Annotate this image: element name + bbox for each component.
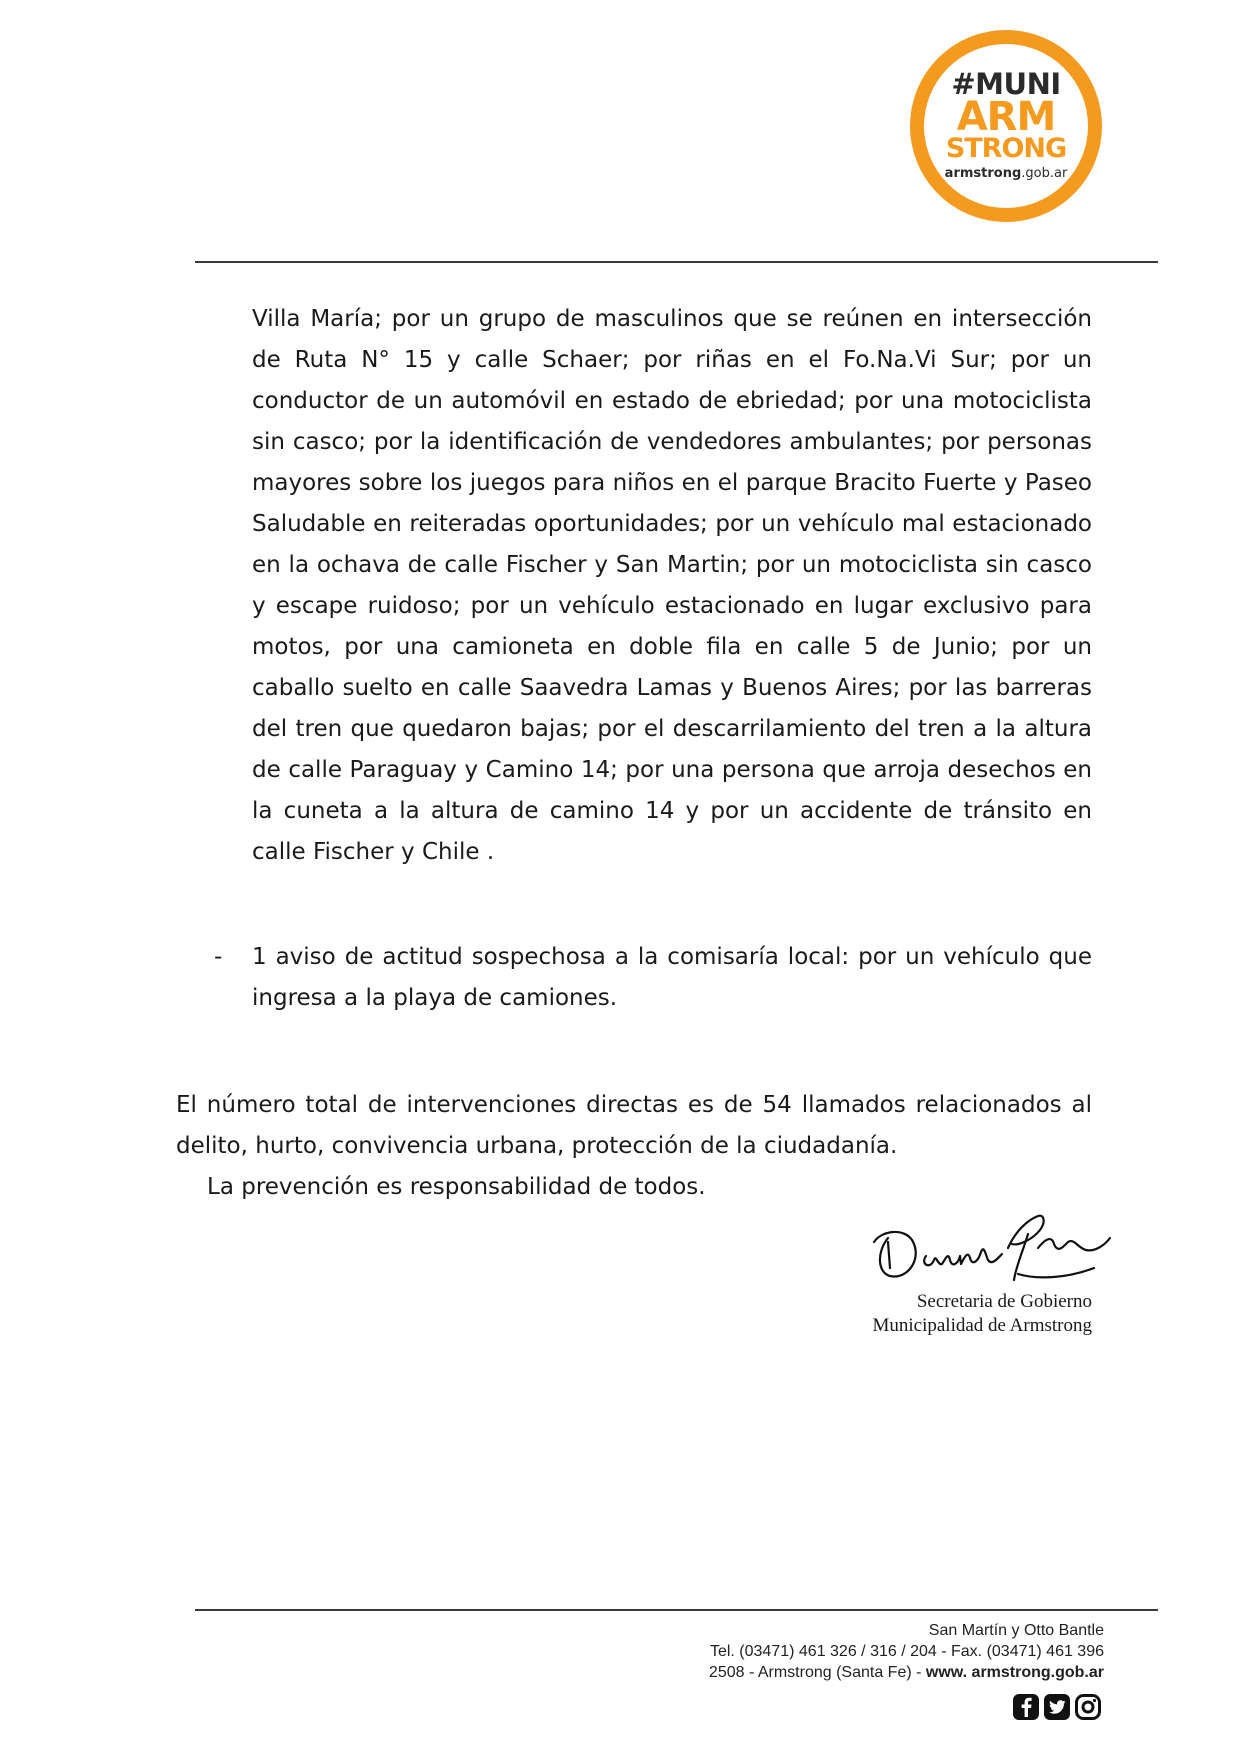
header-divider <box>195 261 1158 263</box>
body-paragraph-continued: Villa María; por un grupo de masculinos que se reúnen en intersección de Ruta N° 15 y calle Schaer; por riñas en el Fo.Na.Vi Sur; por un conductor de un automóvil en estado de ebriedad; por una motociclista sin casco; por la identificación de vendedores ambulantes; por personas mayores sobre los juegos para niños en el parque Bracito Fuerte y Paseo Saludable en reiteradas oportunidades; por un vehículo mal estacionado en la ochava de calle Fischer y San Martin; por un motociclista sin casco y escape ruidoso; por un vehículo estacionado en lugar exclusivo para motos, por una camioneta en doble fila en calle 5 de Junio; por un caballo suelto en calle Saavedra Lamas y Buenos Aires; por las barreras del tren que quedaron bajas; por el descarrilamiento del tren a la altura de calle Paraguay y Camino 14; por una persona que arroja desechos en la cuneta a la altura de camino 14 y por un accidente de tránsito en calle Fischer y Chile . <box>252 306 1092 865</box>
twitter-icon[interactable] <box>1043 1693 1071 1721</box>
bullet-marker: - <box>214 944 223 970</box>
bullet-item: 1 aviso de actitud sospechosa a la comisaría local: por un vehículo que ingresa a la playa de camiones. <box>252 944 1092 1011</box>
logo-website-domain: .gob.ar <box>1021 166 1068 181</box>
instagram-icon[interactable] <box>1074 1693 1102 1721</box>
summary-paragraph: El número total de intervenciones directas es de 54 llamados relacionados al delito, hurto, convivencia urbana, protección de la ciudadanía. <box>176 1092 1092 1159</box>
footer-phones: Tel. (03471) 461 326 / 316 / 204 - Fax. (03471) 461 396 <box>709 1643 1104 1660</box>
handwritten-signature <box>868 1208 1114 1294</box>
footer-address: San Martín y Otto Bantle <box>928 1622 1104 1639</box>
logo-hashtag: #MUNI <box>951 67 1061 101</box>
facebook-icon[interactable] <box>1012 1693 1040 1721</box>
signatory-organization: Municipalidad de Armstrong <box>872 1315 1092 1336</box>
logo-website <box>945 165 1068 183</box>
social-icons <box>1012 1693 1102 1721</box>
logo-website-bold: armstrong <box>944 166 1022 181</box>
logo-strong: STRONG <box>945 133 1067 164</box>
footer-divider <box>195 1609 1158 1611</box>
logo-arm: ARM <box>956 94 1056 140</box>
signatory-title: Secretaria de Gobierno <box>916 1291 1092 1312</box>
footer-city-website <box>709 1662 1104 1683</box>
municipality-logo <box>910 30 1102 222</box>
closing-line: La prevención es responsabilidad de todos. <box>207 1174 706 1200</box>
footer-city: 2508 - Armstrong (Santa Fe) - <box>708 1664 926 1681</box>
footer-website-link[interactable]: www. armstrong.gob.ar <box>925 1664 1104 1681</box>
